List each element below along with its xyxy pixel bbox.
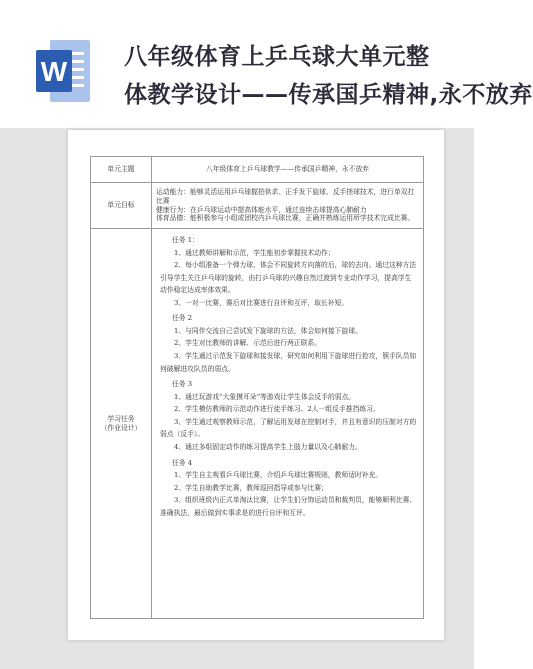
tasks-content: [152, 229, 424, 619]
task-1-item-1: 1、通过教师讲解和示范，学生能初步掌握技术动作；: [174, 248, 335, 257]
goal-motor-skill: 运动能力：能够灵活运用乒乓球握拍供求、正手发下旋球、反手搓球技术，进行单双打比赛: [156, 187, 415, 205]
task-4-item-1: 1、学生自主观看乒乓球比赛，介绍乒乓球比赛规则，教师适时补充。: [174, 471, 383, 480]
unit-plan-table: [90, 156, 424, 619]
document-page: [68, 130, 444, 640]
word-icon-letter: W: [40, 56, 68, 87]
theme-content: 八年级体育上乒乓球教学——传承国乒精神，永不放弃: [152, 157, 424, 183]
row-label-tasks: [91, 229, 152, 619]
table-row-tasks: [91, 229, 424, 619]
task-4-item-3: 3、组织班级内正式单淘汰比赛，让学生们分饰运动员和裁判员，能够顺利比赛、准确执法，最后做到实事求是的进行自评和互评。: [160, 496, 417, 517]
task-3-item-4: 4、通过多组固定动作的练习提高学生上肢力量以及心肺耐力。: [174, 442, 362, 451]
task-2-item-2: 2、学生对比教师的讲解、示范后进行两正联系。: [174, 339, 322, 348]
row-label-goals: 单元目标: [91, 183, 152, 229]
goal-sportsmanship: 体育品德：能积极参与小组或团校内乒乓球比赛，正确并熟练运用所学技术完成比赛。: [156, 214, 415, 223]
word-icon: [36, 38, 92, 104]
document-title-line-1: 八年级体育上乒乓球大单元整: [124, 44, 430, 70]
task-2-item-1: 1、与同伴交流自己尝试发下旋球的方法，体会如何接下旋球。: [174, 326, 362, 335]
table-row-goals: [91, 183, 424, 229]
task-3-heading: 任务 3: [172, 380, 193, 389]
table-row-theme: [91, 157, 424, 183]
row-label-tasks-line-1: 学习任务: [107, 414, 135, 423]
row-label-theme: 单元主题: [91, 157, 152, 183]
task-1-item-2: 2、每小组准备一个弹力球，体会不同旋转方向落的后，球的去向。通过这种方法引导学生关注乒乓球的旋转，由打乒乓球的兴趣自然过渡到专业动作学习，提高学生动作稳定达成率体效果。: [160, 261, 417, 295]
goal-health-behavior: 健康行为：在乒乓球运动中提高体能水平，通过连续击球提高心肺耐力: [156, 205, 367, 214]
task-3-item-3: 3、学生通过观察教师示范，了解运用发球在控制对手，并且有意识的压制对方的弱点（反手）。: [160, 417, 417, 439]
task-2-heading: 任务 2: [172, 314, 193, 323]
task-3-item-2: 2、学生模仿教师的示范动作进行徒手练习、2人一组反手推挡练习。: [174, 405, 380, 414]
task-4-item-2: 2、学生自助教学比赛，教师巡回指导或参与比赛；: [174, 483, 328, 492]
task-3-item-1: 1、通过玩游戏“大象摸耳朵”等游戏让学生体会反手的弱点。: [174, 392, 356, 401]
document-title-line-2: 体教学设计——传承国乒精神,永不放弃: [124, 82, 533, 108]
task-1-item-3: 3、一对一比赛，赛后对比赛进行自评和互评，取长补短。: [174, 298, 349, 307]
goals-content: [152, 183, 424, 229]
task-2-item-3: 3、学生通过示范发下旋球和接发球，研究如何利用下旋球进行抢攻，簇手队员如何破解进攻队员的弱点。: [160, 352, 417, 373]
task-1-heading: 任务 1：: [172, 236, 199, 244]
task-4-heading: 任务 4: [172, 458, 193, 467]
document-header: [0, 0, 533, 140]
row-label-tasks-line-2: （作业设计）: [100, 423, 142, 432]
